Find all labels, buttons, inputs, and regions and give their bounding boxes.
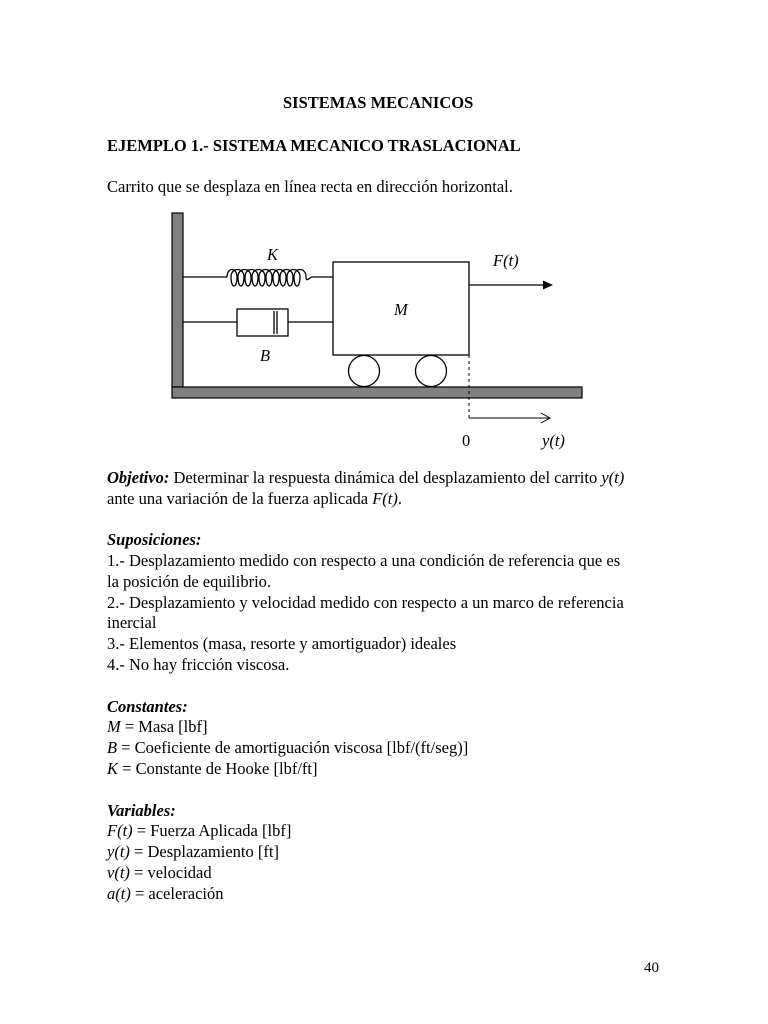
assumption-line: 2.- Desplazamiento y velocidad medido con respecto a un marco de referencia	[107, 593, 624, 612]
variables-label: Variables:	[107, 801, 176, 820]
constant-item	[107, 758, 317, 779]
constant-description: = Masa [lbf]	[120, 717, 208, 736]
constant-item	[107, 716, 208, 737]
variable-description: = Desplazamiento [ft]	[129, 842, 279, 861]
variable-symbol: y(t)	[107, 842, 130, 861]
variable-description: = velocidad	[129, 863, 212, 882]
objective-var-y: y(t)	[601, 468, 625, 487]
variable-description: = aceleración	[130, 884, 224, 903]
constant-symbol: B	[107, 738, 118, 757]
variable-item	[107, 883, 224, 904]
constant-symbol: M	[107, 717, 121, 736]
constant-description: = Constante de Hooke [lbf/ft]	[118, 759, 318, 778]
variable-item	[107, 862, 212, 883]
assumption-line: 1.- Desplazamiento medido con respecto a una condición de referencia que es	[107, 551, 621, 570]
intro-text: Carrito que se desplaza en línea recta en dirección horizontal.	[107, 177, 513, 196]
displacement-arrow	[469, 413, 550, 423]
assumption-line: 4.- No hay fricción viscosa.	[107, 655, 290, 674]
mechanical-system-diagram	[0, 205, 768, 455]
variable-symbol: v(t)	[107, 863, 130, 882]
objective-text-3: .	[397, 489, 402, 508]
constants-label: Constantes:	[107, 697, 188, 716]
origin-label: 0	[462, 431, 471, 450]
displacement-label: y(t)	[542, 431, 565, 450]
example-heading: EJEMPLO 1.- SISTEMA MECANICO TRASLACIONAL	[107, 136, 521, 155]
constant-item	[107, 737, 468, 758]
mass-label: M	[394, 300, 408, 319]
spring	[183, 270, 333, 287]
variable-item	[107, 820, 291, 841]
force-label: F(t)	[493, 251, 519, 270]
objective-text-1: Determinar la respuesta dinámica del desplazamiento del carrito	[169, 468, 602, 487]
objective-label: Objetivo:	[107, 468, 170, 487]
ground	[172, 387, 582, 398]
spring-label: K	[267, 245, 279, 264]
constant-symbol: K	[107, 759, 119, 778]
damper-label: B	[260, 346, 271, 365]
wheel-right	[416, 356, 447, 387]
objective-line-2	[107, 488, 402, 509]
assumptions-label: Suposiciones:	[107, 530, 202, 549]
objective-var-f: F(t)	[372, 489, 398, 508]
assumption-line: 3.- Elementos (masa, resorte y amortiguador) ideales	[107, 634, 457, 653]
variable-item	[107, 841, 279, 862]
wheel-left	[349, 356, 380, 387]
page-title: SISTEMAS MECANICOS	[283, 93, 474, 112]
assumption-line: la posición de equilibrio.	[107, 572, 272, 591]
page-number: 40	[644, 960, 659, 976]
wall	[172, 213, 183, 387]
variable-symbol: a(t)	[107, 884, 131, 903]
assumption-line: inercial	[107, 613, 157, 632]
constant-description: = Coeficiente de amortiguación viscosa [lbf/(ft/seg)]	[117, 738, 469, 757]
variable-description: = Fuerza Aplicada [lbf]	[132, 821, 292, 840]
damper	[183, 309, 333, 336]
variable-symbol: F(t)	[107, 821, 133, 840]
force-arrow	[469, 281, 553, 290]
objective-text-2: ante una variación de la fuerza aplicada	[107, 489, 373, 508]
objective-line-1	[107, 467, 624, 488]
